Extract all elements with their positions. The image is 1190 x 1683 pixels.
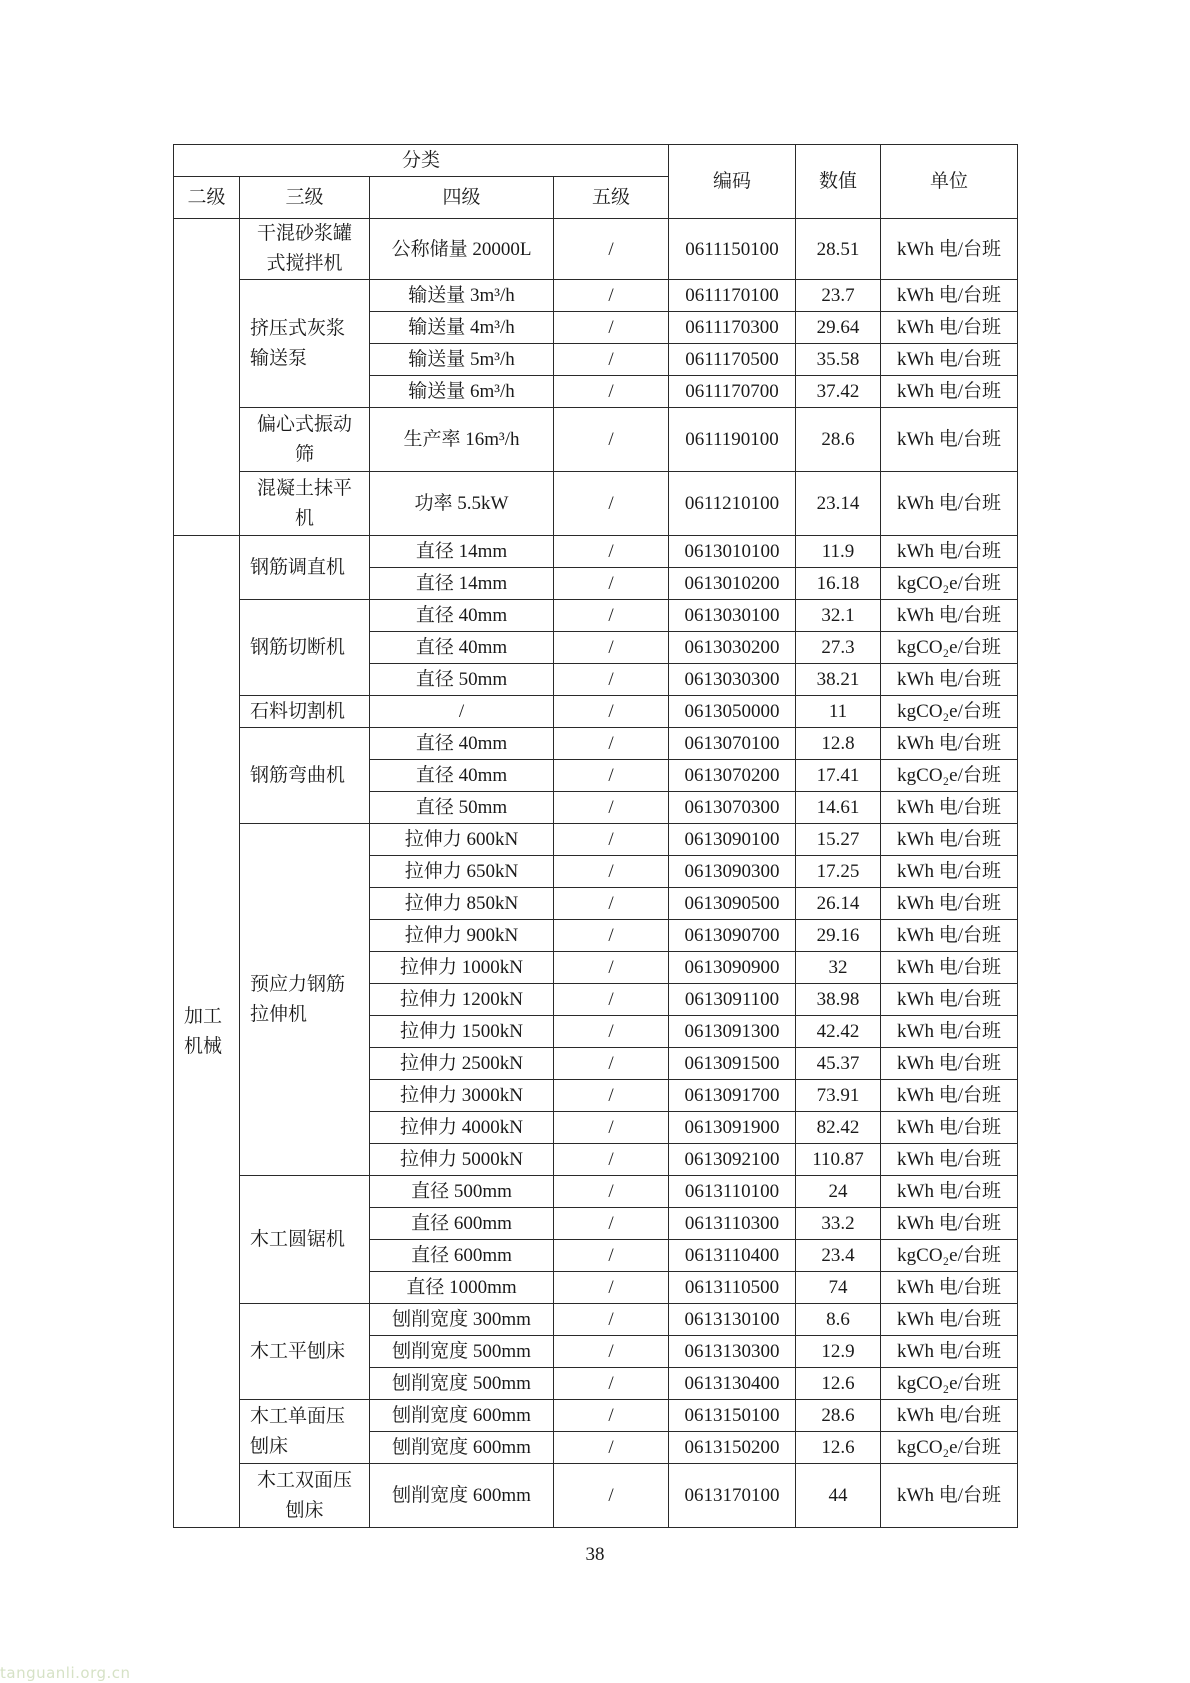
level5-cell: / xyxy=(554,760,669,792)
level4-cell: 输送量 5m³/h xyxy=(370,344,554,376)
code-cell: 0613110500 xyxy=(669,1272,796,1304)
code-cell: 0613030200 xyxy=(669,632,796,664)
value-cell: 23.14 xyxy=(796,472,881,536)
level3-cell: 木工单面压 刨床 xyxy=(240,1400,370,1464)
value-cell: 32 xyxy=(796,952,881,984)
unit-cell: kWh 电/台班 xyxy=(881,920,1018,952)
header-classification: 分类 xyxy=(174,145,669,177)
code-cell: 0611170500 xyxy=(669,344,796,376)
code-cell: 0613091700 xyxy=(669,1080,796,1112)
value-cell: 23.4 xyxy=(796,1240,881,1272)
unit-cell: kWh 电/台班 xyxy=(881,1272,1018,1304)
level5-cell: / xyxy=(554,472,669,536)
level5-cell: / xyxy=(554,1368,669,1400)
code-cell: 0613070200 xyxy=(669,760,796,792)
level4-cell: 拉伸力 1200kN xyxy=(370,984,554,1016)
level5-cell: / xyxy=(554,664,669,696)
level5-cell: / xyxy=(554,1432,669,1464)
level4-cell: 拉伸力 5000kN xyxy=(370,1144,554,1176)
unit-cell: kWh 电/台班 xyxy=(881,1016,1018,1048)
code-cell: 0613010100 xyxy=(669,536,796,568)
unit-cell: kgCO₂e/台班 xyxy=(881,696,1018,728)
value-cell: 16.18 xyxy=(796,568,881,600)
unit-cell: kWh 电/台班 xyxy=(881,888,1018,920)
table-row xyxy=(174,408,1018,472)
code-cell: 0613030300 xyxy=(669,664,796,696)
level4-cell: 输送量 6m³/h xyxy=(370,376,554,408)
level4-cell: 拉伸力 3000kN xyxy=(370,1080,554,1112)
code-cell: 0611190100 xyxy=(669,408,796,472)
value-cell: 32.1 xyxy=(796,600,881,632)
code-cell: 0611170700 xyxy=(669,376,796,408)
level4-cell: 直径 14mm xyxy=(370,536,554,568)
code-cell: 0611170100 xyxy=(669,280,796,312)
level4-cell: 直径 1000mm xyxy=(370,1272,554,1304)
value-cell: 73.91 xyxy=(796,1080,881,1112)
code-cell: 0613090700 xyxy=(669,920,796,952)
code-cell: 0613170100 xyxy=(669,1464,796,1528)
code-cell: 0613110100 xyxy=(669,1176,796,1208)
level5-cell: / xyxy=(554,280,669,312)
value-cell: 11.9 xyxy=(796,536,881,568)
level4-cell: 输送量 4m³/h xyxy=(370,312,554,344)
level5-cell: / xyxy=(554,856,669,888)
level5-cell: / xyxy=(554,1240,669,1272)
level4-cell: 功率 5.5kW xyxy=(370,472,554,536)
level4-cell: 直径 50mm xyxy=(370,664,554,696)
unit-cell: kWh 电/台班 xyxy=(881,1464,1018,1528)
value-cell: 29.16 xyxy=(796,920,881,952)
code-cell: 0613150100 xyxy=(669,1400,796,1432)
level3-cell: 钢筋调直机 xyxy=(240,536,370,600)
value-cell: 24 xyxy=(796,1176,881,1208)
level4-cell: 生产率 16m³/h xyxy=(370,408,554,472)
unit-cell: kWh 电/台班 xyxy=(881,664,1018,696)
level4-cell: 直径 40mm xyxy=(370,600,554,632)
level5-cell: / xyxy=(554,888,669,920)
unit-cell: kWh 电/台班 xyxy=(881,1400,1018,1432)
level5-cell: / xyxy=(554,344,669,376)
level5-cell: / xyxy=(554,1208,669,1240)
level4-cell: 刨削宽度 600mm xyxy=(370,1432,554,1464)
unit-cell: kgCO₂e/台班 xyxy=(881,1240,1018,1272)
level4-cell: 刨削宽度 300mm xyxy=(370,1304,554,1336)
table-row xyxy=(174,536,1018,568)
code-cell: 0611210100 xyxy=(669,472,796,536)
table-row xyxy=(174,696,1018,728)
value-cell: 15.27 xyxy=(796,824,881,856)
level5-cell: / xyxy=(554,1272,669,1304)
level2-cell: 加工 机械 xyxy=(174,536,240,1528)
value-cell: 38.21 xyxy=(796,664,881,696)
table-row xyxy=(174,1400,1018,1432)
unit-cell: kWh 电/台班 xyxy=(881,984,1018,1016)
level5-cell: / xyxy=(554,792,669,824)
level3-cell: 木工双面压 刨床 xyxy=(240,1464,370,1528)
level5-cell: / xyxy=(554,696,669,728)
carbon-factor-table xyxy=(173,144,1018,1528)
header-level3: 三级 xyxy=(240,177,370,219)
unit-cell: kWh 电/台班 xyxy=(881,344,1018,376)
level4-cell: / xyxy=(370,696,554,728)
value-cell: 28.6 xyxy=(796,1400,881,1432)
unit-cell: kWh 电/台班 xyxy=(881,472,1018,536)
unit-cell: kWh 电/台班 xyxy=(881,1080,1018,1112)
unit-cell: kWh 电/台班 xyxy=(881,1112,1018,1144)
level5-cell: / xyxy=(554,1336,669,1368)
unit-cell: kWh 电/台班 xyxy=(881,600,1018,632)
level4-cell: 直径 14mm xyxy=(370,568,554,600)
code-cell: 0613090500 xyxy=(669,888,796,920)
level5-cell: / xyxy=(554,408,669,472)
level5-cell: / xyxy=(554,1112,669,1144)
value-cell: 33.2 xyxy=(796,1208,881,1240)
level3-cell: 挤压式灰浆 输送泵 xyxy=(240,280,370,408)
table-row xyxy=(174,1464,1018,1528)
code-cell: 0613050000 xyxy=(669,696,796,728)
level5-cell: / xyxy=(554,568,669,600)
value-cell: 42.42 xyxy=(796,1016,881,1048)
value-cell: 17.41 xyxy=(796,760,881,792)
unit-cell: kgCO₂e/台班 xyxy=(881,568,1018,600)
value-cell: 74 xyxy=(796,1272,881,1304)
level5-cell: / xyxy=(554,1080,669,1112)
level2-cell xyxy=(174,219,240,536)
level5-cell: / xyxy=(554,1400,669,1432)
unit-cell: kWh 电/台班 xyxy=(881,376,1018,408)
value-cell: 23.7 xyxy=(796,280,881,312)
table-body xyxy=(174,219,1018,1528)
level4-cell: 直径 500mm xyxy=(370,1176,554,1208)
level4-cell: 拉伸力 850kN xyxy=(370,888,554,920)
value-cell: 28.6 xyxy=(796,408,881,472)
unit-cell: kWh 电/台班 xyxy=(881,792,1018,824)
level5-cell: / xyxy=(554,536,669,568)
unit-cell: kWh 电/台班 xyxy=(881,856,1018,888)
level5-cell: / xyxy=(554,1016,669,1048)
table-row xyxy=(174,728,1018,760)
value-cell: 12.8 xyxy=(796,728,881,760)
level4-cell: 刨削宽度 500mm xyxy=(370,1336,554,1368)
page-number: 38 xyxy=(585,1544,605,1565)
level5-cell: / xyxy=(554,952,669,984)
level5-cell: / xyxy=(554,920,669,952)
code-cell: 0613091100 xyxy=(669,984,796,1016)
header-value: 数值 xyxy=(796,145,881,219)
level3-cell: 偏心式振动 筛 xyxy=(240,408,370,472)
code-cell: 0613030100 xyxy=(669,600,796,632)
code-cell: 0613070100 xyxy=(669,728,796,760)
level4-cell: 公称储量 20000L xyxy=(370,219,554,280)
level3-cell: 石料切割机 xyxy=(240,696,370,728)
level5-cell: / xyxy=(554,1176,669,1208)
value-cell: 8.6 xyxy=(796,1304,881,1336)
value-cell: 12.9 xyxy=(796,1336,881,1368)
code-cell: 0613130300 xyxy=(669,1336,796,1368)
level4-cell: 直径 40mm xyxy=(370,632,554,664)
level5-cell: / xyxy=(554,1048,669,1080)
unit-cell: kWh 电/台班 xyxy=(881,824,1018,856)
level5-cell: / xyxy=(554,632,669,664)
unit-cell: kWh 电/台班 xyxy=(881,408,1018,472)
value-cell: 45.37 xyxy=(796,1048,881,1080)
level5-cell: / xyxy=(554,984,669,1016)
value-cell: 14.61 xyxy=(796,792,881,824)
level4-cell: 拉伸力 1000kN xyxy=(370,952,554,984)
table-row xyxy=(174,824,1018,856)
code-cell: 0613090300 xyxy=(669,856,796,888)
level4-cell: 拉伸力 600kN xyxy=(370,824,554,856)
level4-cell: 刨削宽度 600mm xyxy=(370,1400,554,1432)
level4-cell: 刨削宽度 500mm xyxy=(370,1368,554,1400)
unit-cell: kWh 电/台班 xyxy=(881,536,1018,568)
value-cell: 82.42 xyxy=(796,1112,881,1144)
level5-cell: / xyxy=(554,219,669,280)
level4-cell: 直径 40mm xyxy=(370,728,554,760)
value-cell: 28.51 xyxy=(796,219,881,280)
header-level4: 四级 xyxy=(370,177,554,219)
unit-cell: kWh 电/台班 xyxy=(881,728,1018,760)
level5-cell: / xyxy=(554,824,669,856)
code-cell: 0613090900 xyxy=(669,952,796,984)
header-level5: 五级 xyxy=(554,177,669,219)
level4-cell: 拉伸力 2500kN xyxy=(370,1048,554,1080)
value-cell: 35.58 xyxy=(796,344,881,376)
table-row xyxy=(174,600,1018,632)
level4-cell: 直径 40mm xyxy=(370,760,554,792)
table-row xyxy=(174,472,1018,536)
unit-cell: kgCO₂e/台班 xyxy=(881,1368,1018,1400)
level3-cell: 木工平刨床 xyxy=(240,1304,370,1400)
level4-cell: 直径 600mm xyxy=(370,1240,554,1272)
value-cell: 17.25 xyxy=(796,856,881,888)
value-cell: 12.6 xyxy=(796,1432,881,1464)
level5-cell: / xyxy=(554,1464,669,1528)
level4-cell: 直径 50mm xyxy=(370,792,554,824)
table-row xyxy=(174,219,1018,280)
level3-cell: 钢筋弯曲机 xyxy=(240,728,370,824)
level5-cell: / xyxy=(554,1144,669,1176)
unit-cell: kgCO₂e/台班 xyxy=(881,1432,1018,1464)
table-row xyxy=(174,1304,1018,1336)
table-row xyxy=(174,1176,1018,1208)
level3-cell: 预应力钢筋 拉伸机 xyxy=(240,824,370,1176)
level4-cell: 刨削宽度 600mm xyxy=(370,1464,554,1528)
value-cell: 12.6 xyxy=(796,1368,881,1400)
unit-cell: kWh 电/台班 xyxy=(881,952,1018,984)
level3-cell: 混凝土抹平 机 xyxy=(240,472,370,536)
level5-cell: / xyxy=(554,728,669,760)
value-cell: 11 xyxy=(796,696,881,728)
code-cell: 0613150200 xyxy=(669,1432,796,1464)
value-cell: 37.42 xyxy=(796,376,881,408)
code-cell: 0613091500 xyxy=(669,1048,796,1080)
level3-cell: 木工圆锯机 xyxy=(240,1176,370,1304)
code-cell: 0613091300 xyxy=(669,1016,796,1048)
unit-cell: kWh 电/台班 xyxy=(881,312,1018,344)
unit-cell: kWh 电/台班 xyxy=(881,1304,1018,1336)
level4-cell: 输送量 3m³/h xyxy=(370,280,554,312)
unit-cell: kWh 电/台班 xyxy=(881,280,1018,312)
code-cell: 0613070300 xyxy=(669,792,796,824)
value-cell: 38.98 xyxy=(796,984,881,1016)
code-cell: 0613090100 xyxy=(669,824,796,856)
level4-cell: 拉伸力 650kN xyxy=(370,856,554,888)
unit-cell: kWh 电/台班 xyxy=(881,1208,1018,1240)
level4-cell: 拉伸力 900kN xyxy=(370,920,554,952)
unit-cell: kgCO₂e/台班 xyxy=(881,632,1018,664)
header-unit: 单位 xyxy=(881,145,1018,219)
unit-cell: kWh 电/台班 xyxy=(881,219,1018,280)
level4-cell: 直径 600mm xyxy=(370,1208,554,1240)
unit-cell: kWh 电/台班 xyxy=(881,1144,1018,1176)
code-cell: 0613110400 xyxy=(669,1240,796,1272)
code-cell: 0611150100 xyxy=(669,219,796,280)
level5-cell: / xyxy=(554,600,669,632)
unit-cell: kWh 电/台班 xyxy=(881,1336,1018,1368)
unit-cell: kWh 电/台班 xyxy=(881,1176,1018,1208)
level3-cell: 干混砂浆罐 式搅拌机 xyxy=(240,219,370,280)
level3-cell: 钢筋切断机 xyxy=(240,600,370,696)
level5-cell: / xyxy=(554,1304,669,1336)
level4-cell: 拉伸力 1500kN xyxy=(370,1016,554,1048)
value-cell: 29.64 xyxy=(796,312,881,344)
header-level2: 二级 xyxy=(174,177,240,219)
header-row-1 xyxy=(174,145,1018,177)
header-code: 编码 xyxy=(669,145,796,219)
table-row xyxy=(174,280,1018,312)
level5-cell: / xyxy=(554,376,669,408)
code-cell: 0611170300 xyxy=(669,312,796,344)
value-cell: 27.3 xyxy=(796,632,881,664)
code-cell: 0613130400 xyxy=(669,1368,796,1400)
level5-cell: / xyxy=(554,312,669,344)
unit-cell: kgCO₂e/台班 xyxy=(881,760,1018,792)
code-cell: 0613091900 xyxy=(669,1112,796,1144)
value-cell: 44 xyxy=(796,1464,881,1528)
value-cell: 26.14 xyxy=(796,888,881,920)
code-cell: 0613110300 xyxy=(669,1208,796,1240)
value-cell: 110.87 xyxy=(796,1144,881,1176)
watermark: tanguanli.org.cn xyxy=(0,1664,131,1682)
unit-cell: kWh 电/台班 xyxy=(881,1048,1018,1080)
code-cell: 0613092100 xyxy=(669,1144,796,1176)
code-cell: 0613130100 xyxy=(669,1304,796,1336)
level4-cell: 拉伸力 4000kN xyxy=(370,1112,554,1144)
code-cell: 0613010200 xyxy=(669,568,796,600)
